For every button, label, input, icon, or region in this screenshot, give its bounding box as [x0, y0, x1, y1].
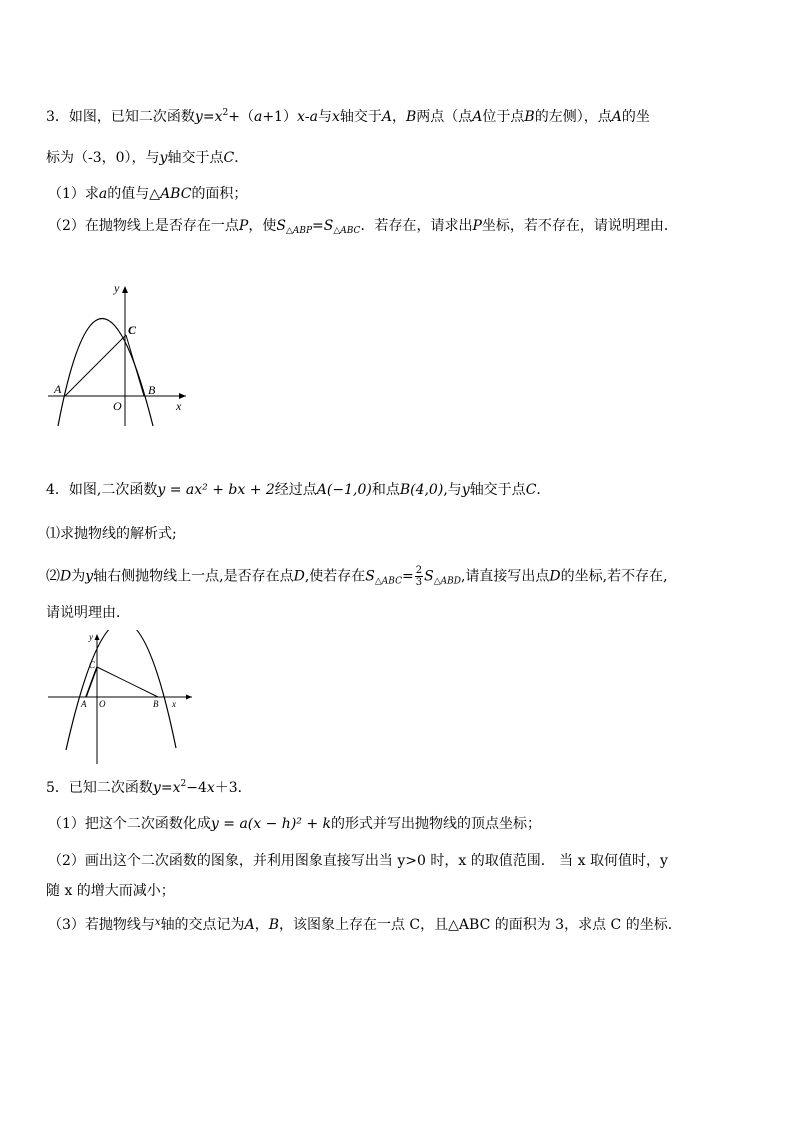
- problem5-question3: [48, 913, 682, 935]
- var-y: y: [461, 482, 470, 498]
- text: 轴交于: [339, 109, 382, 125]
- text: ＋3．: [214, 780, 252, 796]
- point-B: B: [524, 109, 535, 125]
- problem3-figure: [40, 278, 200, 430]
- point-B: B(4,0): [399, 482, 444, 498]
- equation: y = ax² + bx + 2: [157, 482, 275, 498]
- var-a: a: [98, 186, 108, 202]
- text: ⑵: [46, 568, 60, 585]
- text: 位于点: [482, 109, 525, 125]
- problem5-number: 5．: [46, 780, 69, 796]
- text: =: [160, 780, 173, 796]
- point-D: D: [293, 568, 305, 585]
- text: 的坐标,若不存在,: [560, 568, 668, 585]
- point-B: B: [268, 917, 279, 933]
- point-A: A: [472, 109, 483, 125]
- text: ,与: [443, 482, 462, 498]
- point-D: D: [549, 568, 561, 585]
- text: 轴交于点: [167, 150, 224, 166]
- label-C: C: [128, 323, 137, 337]
- point-A: A(−1,0): [316, 482, 372, 498]
- point-P: P: [238, 218, 249, 234]
- y-axis-arrow: [95, 634, 100, 640]
- text: 如图,二次函数: [68, 482, 158, 498]
- text: ，: [391, 109, 406, 125]
- area-S: S: [365, 568, 375, 585]
- problem3-number: 3．: [46, 109, 69, 125]
- var-x: x: [206, 780, 215, 796]
- text: ．: [234, 150, 249, 166]
- text: 的形式并写出抛物线的顶点坐标；: [331, 816, 542, 832]
- text: =: [202, 109, 215, 125]
- point-C: C: [223, 150, 235, 166]
- text: 的面积；: [191, 186, 248, 202]
- problem5-question1: [48, 814, 541, 834]
- subscript: △ABC: [333, 226, 361, 236]
- text: +1）: [262, 109, 297, 125]
- var-x: x: [154, 917, 161, 928]
- point-C: C: [525, 482, 537, 498]
- point-A: A: [381, 109, 392, 125]
- area-S: S: [323, 218, 334, 234]
- problem4-question2: [46, 565, 668, 588]
- segment-CB: [126, 335, 144, 396]
- text: （2）在抛物线上是否存在一点: [48, 218, 239, 234]
- segment-AC: [65, 335, 126, 396]
- denominator: 3: [415, 577, 423, 588]
- problem5-question2: [48, 851, 668, 871]
- text: +（: [228, 109, 254, 125]
- var-y: y: [152, 780, 161, 796]
- problem5-line1: [46, 778, 252, 798]
- text: 为: [71, 568, 86, 585]
- text: ,请直接写出点: [460, 568, 550, 585]
- text: 的左侧），点: [534, 109, 612, 125]
- text: ，使: [248, 218, 277, 234]
- text: 请说明理由．: [46, 605, 130, 621]
- text: ．: [536, 482, 551, 498]
- problem5-question2-line2: [46, 881, 175, 901]
- point-B: B: [405, 109, 417, 125]
- text: 和点: [371, 482, 400, 498]
- text: 两点（点: [416, 109, 473, 125]
- point-P: P: [472, 218, 482, 234]
- var-a: a: [253, 109, 263, 125]
- problem3-question1: [48, 184, 247, 204]
- text: （2）画出这个二次函数的图象，并利用图象直接写出当 y>0 时，x 的取值范围． 当 x 取何值时，y: [48, 853, 668, 869]
- x-axis-arrow: [186, 695, 192, 700]
- y-axis-arrow: [122, 286, 128, 293]
- text: （3）若抛物线与: [48, 917, 155, 933]
- text: ⑴求抛物线的解析式;: [46, 526, 177, 542]
- label-A: A: [54, 382, 62, 396]
- text: 轴交于点: [469, 482, 526, 498]
- text: 已知二次函数: [68, 780, 153, 796]
- label-y: y: [114, 281, 120, 295]
- label-x: x: [172, 699, 176, 709]
- text: 坐标，若不存在，请说明理由．: [481, 218, 678, 234]
- area-S: S: [424, 568, 434, 585]
- var-x: x: [296, 109, 305, 125]
- label-C: C: [89, 660, 96, 670]
- subscript: △ABD: [433, 576, 461, 587]
- var-x: x: [331, 109, 340, 125]
- var-y: y: [159, 150, 168, 166]
- label-B: B: [153, 699, 159, 709]
- var-y: y: [194, 109, 203, 125]
- fraction-two-thirds: [415, 565, 423, 588]
- text: ,使若存在: [304, 568, 366, 585]
- parabola: [58, 319, 153, 427]
- text: =: [312, 218, 324, 234]
- numerator: 2: [415, 565, 423, 576]
- label-O: O: [113, 399, 122, 413]
- exponent: 2: [180, 779, 187, 789]
- text: 轴的交点记为: [160, 917, 245, 933]
- label-B: B: [148, 383, 156, 397]
- var-x: x: [214, 109, 223, 125]
- subscript: △ABC: [374, 576, 402, 587]
- text: 轴右侧抛物线上一点,是否存在点: [93, 568, 294, 585]
- problem3-line1: [46, 107, 650, 127]
- label-A: A: [81, 699, 87, 709]
- var-x: x: [172, 780, 181, 796]
- text: 标为（-3，0），与: [46, 150, 160, 166]
- triangle-ABC: ABC: [160, 186, 192, 202]
- problem3-line2: [46, 148, 248, 168]
- area-S: S: [276, 218, 286, 234]
- problem4-figure: [42, 630, 212, 766]
- text: （1）求: [48, 186, 99, 202]
- text: 经过点: [274, 482, 317, 498]
- label-y: y: [89, 632, 93, 642]
- text: ，该图象上存在一点 C，且△ABC 的面积为 3，求点 C 的坐标．: [278, 917, 682, 933]
- text: 的坐: [621, 109, 650, 125]
- problem4-question2-line2: [46, 603, 130, 623]
- text: =: [401, 568, 414, 585]
- exponent: 2: [222, 108, 229, 118]
- text: −4: [186, 780, 207, 796]
- problem3-question2: [48, 216, 678, 236]
- text: ，: [254, 917, 269, 933]
- problem4-number: 4．: [46, 482, 69, 498]
- text: 与: [317, 109, 332, 125]
- subscript: △ABP: [285, 226, 313, 236]
- point-A: A: [244, 917, 255, 933]
- problem4-question1: [46, 524, 177, 544]
- vertex-form: y = a(x − h)² + k: [210, 816, 332, 832]
- text: -: [304, 109, 310, 125]
- point-D: D: [60, 568, 72, 585]
- text: （1）把这个二次函数化成: [48, 816, 211, 832]
- problem4-line1: [46, 480, 550, 500]
- parabola: [66, 630, 176, 750]
- var-y: y: [85, 568, 94, 585]
- label-x: x: [176, 399, 182, 413]
- text: 如图，已知二次函数: [68, 109, 195, 125]
- point-A: A: [611, 109, 622, 125]
- segment-CB: [97, 667, 158, 697]
- label-O: O: [99, 699, 106, 709]
- text: 的值与△: [107, 186, 161, 202]
- text: ．若存在，请求出: [360, 218, 473, 234]
- text: 随 x 的增大而减小；: [46, 883, 175, 899]
- var-a: a: [309, 109, 318, 125]
